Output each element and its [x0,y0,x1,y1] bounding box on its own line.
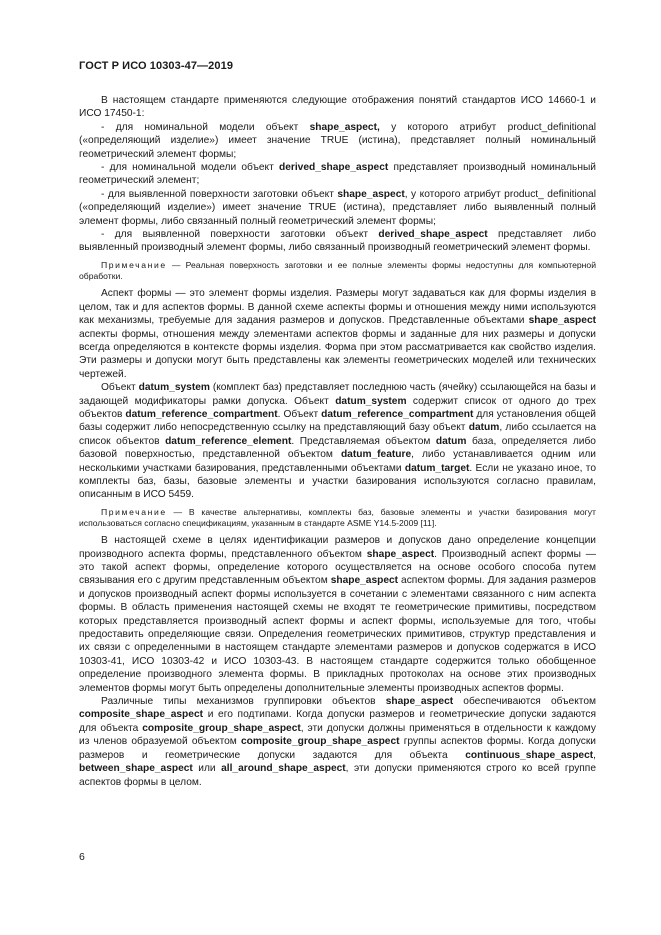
entity-name: composite_group_shape_aspect [142,722,301,734]
entity-name: between_shape_aspect [79,763,193,775]
text: , либо ссылается на список объектов [79,422,597,447]
page-body [79,94,596,789]
paragraph-grouping [79,695,596,789]
text: . Производный аспект формы — это такой аспект формы, определение которого осуществляется на основе особого способа путем связывания его с другим представленным объектом [79,548,596,587]
text: обеспечиваются объектом [453,696,596,708]
text: , эти допуски должны применяться в отдельности к каждому из членов образуемой объектом [79,722,596,748]
text: (комплект баз) представляет последнюю часть (ячейку) ссылающейся на базы и задающей модификаторы рамки допуска. Объект [79,382,596,407]
entity-name: datum [468,422,500,434]
entity-name: shape_aspect [385,696,454,708]
text: аспекты формы, отношения между элементами аспектов формы и заданные для них размеры и допуски всегда определяются в контексте формы изделия. Форма при этом рассматривается как свойство изделия. Эти размеры и допуски могут быть представлены как элементы геометрических моделей или технических чертежей. [79,328,596,380]
entity-name: composite_shape_aspect [79,709,204,721]
text: аспектом формы. Для задания размеров и допусков производный аспект формы используется в сочетании с элементами связанного с ним аспекта формы. В область применения настоящей схемы не входят те геометрические примитивы, посредством которых представляется производный аспект формы и аспект формы, используемые для того, чтобы предоставить определяющие связи. Определения геометрических примитивов, структур представления и их связи с определенными в настоящем стандарте элементами размеров и допусков содержатся в ИСО 10303-41, ИСО 10303-42 и ИСО 10303-43. В настоящем стандарте содержится только обобщенное определение производного элемента формы. В прикладных протоколах на основе этих производных элементов формы могут быть определены дополнительные элементы производных аспектов формы. [79,575,596,694]
entity-name: shape_aspect [330,575,399,587]
paragraph-derived-aspect [79,534,596,695]
page-header: ГОСТ Р ИСО 10303-47—2019 [79,60,234,72]
text: представляет либо выявленный производный элемент формы, либо связанный производный геометрический элемент формы. [79,229,596,254]
paragraph-shape-aspect [79,287,596,381]
entity-name: shape_aspect [366,548,435,560]
text: база, определяется либо базовой поверхностью, представленной объектом [79,435,596,461]
text: , у которого атрибут product_ definitional («определяющий изделие») имеет значение TRUE (истина), представляет либо выявленный полный элемент формы, либо связанный полный геометрический элемент формы; [79,188,596,227]
text: Различные типы механизмов группировки объектов [101,696,386,708]
text: Аспект формы — это элемент формы изделия. Размеры могут задаваться как для формы изделия в целом, так и для аспектов формы. В данной схеме аспекты формы и отношения между ними используются как механизмы, требуемые для задания размеров и допусков. Представленные объектами [79,288,596,327]
text: , [593,749,596,761]
entity-name: datum_system [138,382,210,394]
text: группы аспектов формы. Когда допуски размеров и геометрические допуски задаются для объекта [79,736,596,761]
text: - для выявленной поверхности заготовки объект [101,229,379,241]
note-label: Примечание [101,259,167,270]
entity-name: derived_shape_aspect [278,162,389,174]
note-1 [79,260,596,282]
text: — В качестве альтернативы, комплекты баз, базовые элементы и участки базирования могут использоваться согласно спецификациям, указанным в стандарте ASME Y14.5-2009 [11]. [79,506,596,528]
list-item [79,161,596,188]
entity-name: datum [435,435,467,447]
text: В настоящем стандарте применяются следующие отображения понятий стандартов ИСО 14660-1 и ИСО 17450-1: [79,95,596,120]
text: В настоящей схеме в целях идентификации размеров и допусков дано определение концепции производного аспекта формы, представленного объектом [79,535,596,560]
text: - для выявленной поверхности заготовки объект [101,188,338,200]
text: Объект [101,382,139,394]
text: для установления общей базы содержит либо непосредственную ссылку на представляющий базу объект [79,408,596,434]
list-item [79,188,596,228]
entity-name: datum_feature [340,449,412,461]
text: содержит список от одного до трех объектов [79,395,596,420]
page-number: 6 [79,851,85,863]
text: , эти допуски применяются строго ко всей группе аспектов формы в целом. [79,763,596,788]
text: — Реальная поверхность заготовки и ее полные элементы формы недоступны для компьютерной обработки. [79,259,596,282]
paragraph-intro [79,94,596,121]
text: у которого атрибут product_definitional («определяющий изделие») имеет значение TRUE (истина), представляет полный номинальный геометрический элемент формы; [79,121,597,160]
text: . Объект [277,408,322,420]
entity-name: datum_reference_compartment [321,408,474,420]
entity-name: shape_aspect, [309,121,380,133]
entity-name: datum_system [335,395,407,407]
text: . Представляемая объектом [291,435,436,447]
note-label: Примечание [101,506,167,517]
entity-name: datum_reference_element [165,435,292,447]
entity-name: datum_target [404,462,470,474]
entity-name: datum_reference_compartment [125,408,278,420]
text: представляет производный номинальный геометрический элемент; [79,162,596,187]
text: или [192,763,222,775]
entity-name: composite_group_shape_aspect [241,736,400,748]
text: . Если не указано иное, то комплекты баз, базы, базовые элементы и участки базирования используются согласно правилам, описанным в ИСО 5459. [79,462,596,501]
paragraph-datum-system [79,381,596,502]
text: и его подтипами. Когда допуски размеров и геометрические допуски задаются для объекта [79,709,596,734]
text: - для номинальной модели объект [101,121,310,133]
entity-name: shape_aspect [337,188,405,200]
text: - для номинальной модели объект [101,162,279,174]
list-item [79,121,596,161]
entity-name: continuous_shape_aspect [465,749,594,761]
entity-name: derived_shape_aspect [378,229,488,241]
list-item [79,228,596,255]
note-2 [79,507,596,529]
entity-name: shape_aspect [528,315,596,327]
entity-name: all_around_shape_aspect [221,763,346,775]
text: , либо устанавливается одним или несколькими участками базирования, представленными объектами [79,449,596,474]
